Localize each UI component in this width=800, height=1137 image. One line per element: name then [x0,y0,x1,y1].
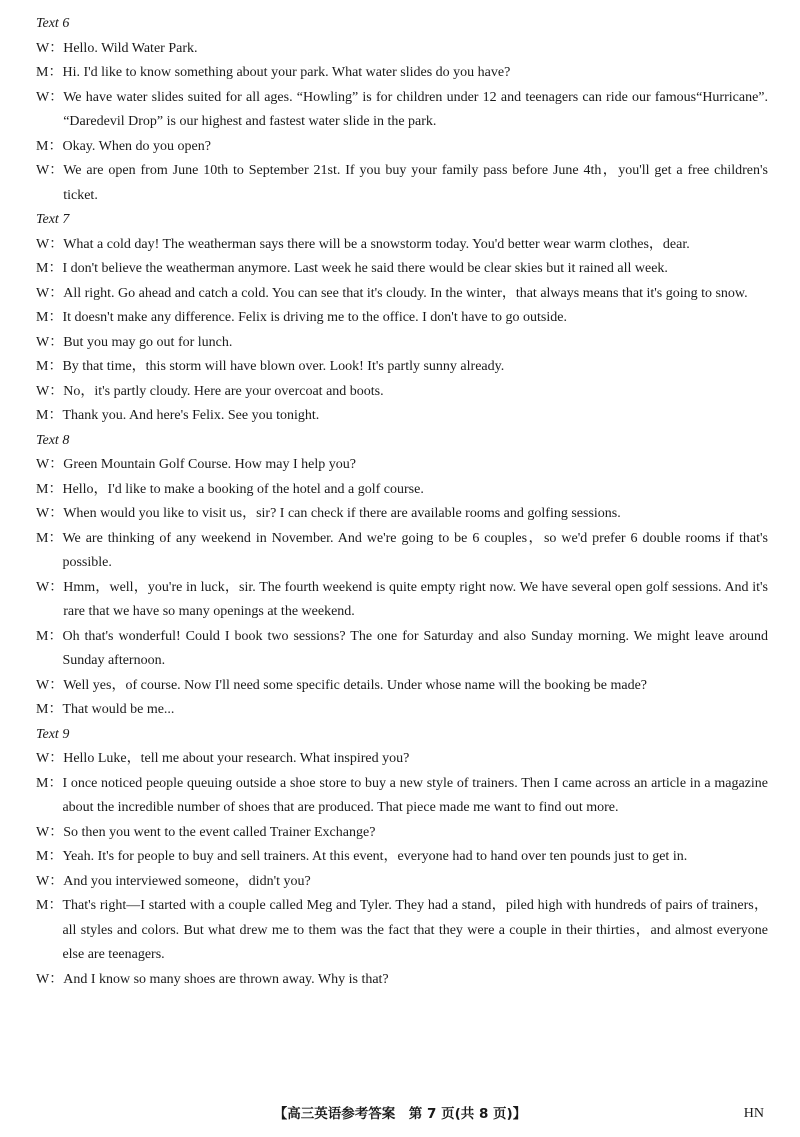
speaker-label: W： [36,579,64,595]
speaker-label: W： [36,163,64,178]
dialogue-line [36,306,768,331]
dialogue-line [36,61,768,86]
speaker-label: M： [36,628,63,644]
dialogue-text: Hi. I'd like to know something about your park. What water slides do you have? [62,65,511,80]
dialogue-line [36,870,768,895]
dialogue-line [36,821,768,846]
speaker-label: M： [36,261,63,276]
dialogue-text: We are open from June 10th to September 21st. If you buy your family pass before June 4th，you'll get a free children's ticket. [63,163,768,203]
dialogue-line [36,478,768,503]
dialogue-line [36,968,768,993]
dialogue-line [36,233,768,258]
speaker-label: W： [36,873,64,889]
dialogue-text: That's right—I started with a couple called Meg and Tyler. They had a stand，piled high with hundreds of pairs of trainers，all styles and colors. But what drew me to them was the fact that they were a couple in their thirties，and almost everyone else are teenagers. [62,898,768,962]
dialogue-line [36,576,768,625]
dialogue-line [36,257,768,282]
speaker-label: M： [36,359,63,374]
dialogue-line [36,282,768,307]
speaker-label: W： [36,334,64,350]
speaker-label: W： [36,506,64,521]
dialogue-text: Hmm，well，you're in luck，sir. The fourth weekend is quite empty right now. We have several open golf sessions. And it's rare that we have so many openings at the weekend. [63,579,768,619]
dialogue-text: We have water slides suited for all ages. “Howling” is for children under 12 and teenagers can ride our famous“Hurricane”. “Daredevil Drop” is our highest and fastest water slide in the park. [63,89,768,129]
transcript-body [36,12,768,992]
dialogue-text: Thank you. And here's Felix. See you tonight. [62,408,320,423]
footer-region-code: HN [743,1106,764,1121]
speaker-label: W： [36,971,64,987]
section-heading: Text 6 [36,16,70,31]
dialogue-text: Green Mountain Golf Course. How may I help you? [63,457,356,472]
dialogue-text: Hello Luke，tell me about your research. What inspired you? [63,751,410,766]
dialogue-line [36,37,768,62]
speaker-label: W： [36,383,64,399]
dialogue-line [36,772,768,821]
speaker-label: W： [36,89,64,105]
dialogue-line [36,894,768,968]
dialogue-text: Hello. Wild Water Park. [63,40,198,56]
speaker-label: M： [36,849,63,864]
speaker-label: M： [36,481,63,497]
speaker-label: W： [36,677,64,693]
speaker-label: M： [36,138,63,154]
dialogue-text: But you may go out for lunch. [63,334,233,350]
speaker-label: M： [36,898,63,913]
speaker-label: W： [36,285,64,301]
dialogue-line [36,527,768,576]
dialogue-line [36,747,768,772]
dialogue-text: Okay. When do you open? [62,138,211,154]
speaker-label: W： [36,457,64,472]
section-heading: Text 8 [36,432,70,448]
dialogue-text: I don't believe the weatherman anymore. Last week he said there would be clear skies but it rained all week. [62,261,668,276]
dialogue-text: And you interviewed someone，didn't you? [63,873,311,889]
dialogue-text: When would you like to visit us，sir? I can check if there are available rooms and golfing sessions. [63,506,621,521]
dialogue-line [36,625,768,674]
speaker-label: W： [36,751,64,766]
dialogue-line [36,502,768,527]
dialogue-line [36,845,768,870]
dialogue-text: So then you went to the event called Trainer Exchange? [63,824,376,840]
dialogue-line [36,674,768,699]
dialogue-line [36,159,768,208]
dialogue-text: By that time，this storm will have blown over. Look! It's partly sunny already. [62,359,505,374]
dialogue-line [36,135,768,160]
section-heading: Text 9 [36,726,70,742]
dialogue-text: Yeah. It's for people to buy and sell trainers. At this event，everyone had to hand over ten pounds just to get in. [62,849,688,864]
speaker-label: W： [36,236,64,252]
dialogue-text: No，it's partly cloudy. Here are your overcoat and boots. [63,383,384,399]
page-footer [0,1102,800,1126]
speaker-label: W： [36,824,64,840]
speaker-label: W： [36,40,64,56]
dialogue-text: I once noticed people queuing outside a shoe store to buy a new style of trainers. Then I came across an article in a magazine about the incredible number of shoes that are produced. That piece made me want to find out more. [62,775,768,815]
dialogue-line [36,355,768,380]
speaker-label: M： [36,530,63,546]
speaker-label: M： [36,408,63,423]
speaker-label: M： [36,65,63,80]
speaker-label: M： [36,310,63,325]
dialogue-line [36,86,768,135]
speaker-label: M： [36,775,63,791]
dialogue-text: Oh that's wonderful! Could I book two sessions? The one for Saturday and also Sunday morning. We might leave around Sunday afternoon. [62,628,768,668]
dialogue-text: We are thinking of any weekend in November. And we're going to be 6 couples，so we'd prefer 6 double rooms if that's possible. [62,530,768,570]
dialogue-text: What a cold day! The weatherman says there will be a snowstorm today. You'd better wear warm clothes，dear. [63,236,690,252]
dialogue-line [36,380,768,405]
footer-page-info: 【高三英语参考答案 第 7 页(共 8 页)】 [273,1106,527,1122]
dialogue-text: And I know so many shoes are thrown away. Why is that? [63,971,389,987]
dialogue-line [36,698,768,723]
dialogue-text: All right. Go ahead and catch a cold. You can see that it's cloudy. In the winter，that always means that it's going to snow. [63,285,748,301]
dialogue-line [36,453,768,478]
dialogue-line [36,404,768,429]
section-heading: Text 7 [36,212,70,227]
dialogue-line [36,331,768,356]
dialogue-text: It doesn't make any difference. Felix is driving me to the office. I don't have to go outside. [62,310,567,325]
speaker-label: M： [36,702,63,717]
dialogue-text: Well yes，of course. Now I'll need some specific details. Under whose name will the booking be made? [63,677,648,693]
dialogue-text: That would be me... [62,702,175,717]
dialogue-text: Hello，I'd like to make a booking of the hotel and a golf course. [62,481,424,497]
